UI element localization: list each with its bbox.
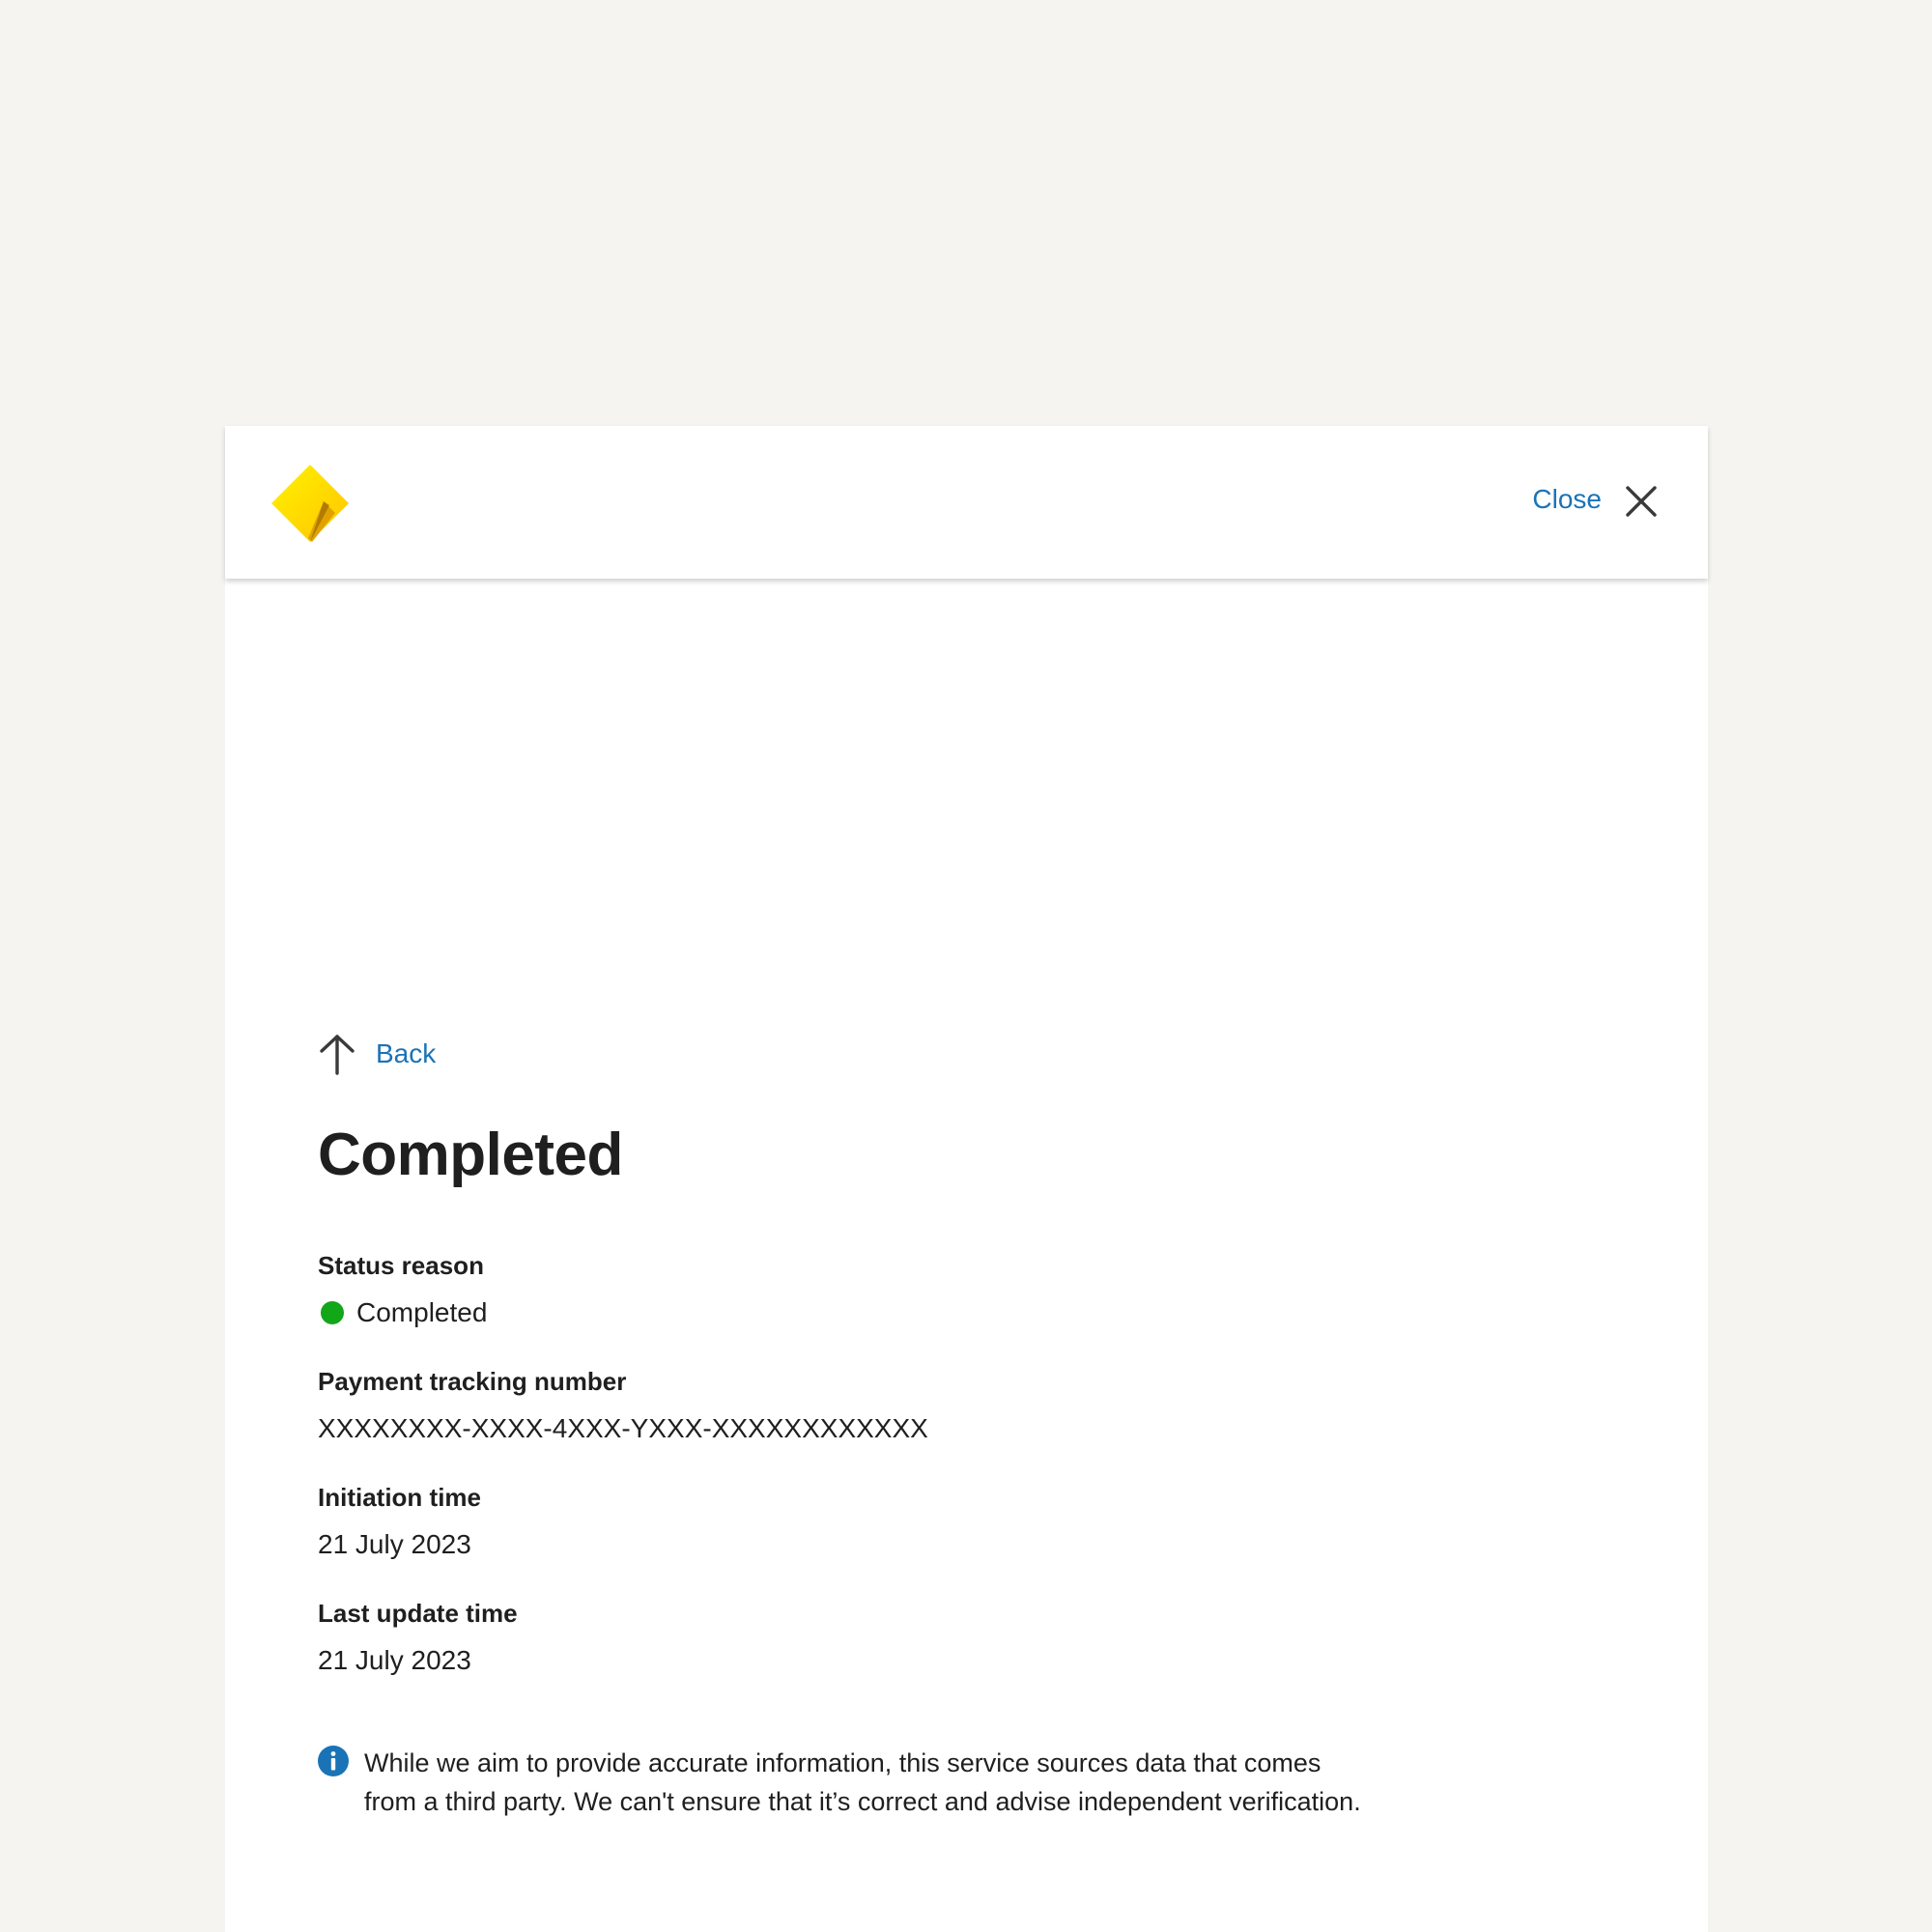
initiation-time-label: Initiation time	[318, 1483, 481, 1512]
disclaimer-line-1: While we aim to provide accurate information, this service sources data that comes	[364, 1748, 1321, 1777]
disclaimer-line-2: from a third party. We can't ensure that it’s correct and advise independent verification.	[364, 1787, 1361, 1816]
page-title: Completed	[318, 1122, 623, 1188]
back-label[interactable]: Back	[376, 1038, 437, 1068]
status-reason-label: Status reason	[318, 1251, 484, 1280]
back-link[interactable]	[318, 1033, 436, 1075]
status-reason-value	[318, 1296, 487, 1329]
last-update-time-label: Last update time	[318, 1599, 518, 1628]
status-reason-text: Completed	[356, 1297, 488, 1328]
close-icon[interactable]	[1625, 485, 1658, 518]
main-card	[225, 426, 1708, 1932]
commbank-logo-icon	[270, 463, 351, 544]
disclaimer-text	[364, 1744, 1475, 1821]
status-dot-icon	[321, 1301, 344, 1324]
tracking-number-field	[318, 1367, 928, 1445]
tracking-number-value: XXXXXXXX-XXXX-4XXX-YXXX-XXXXXXXXXXXX	[318, 1413, 928, 1444]
initiation-time-value: 21 July 2023	[318, 1529, 471, 1560]
tracking-number-label: Payment tracking number	[318, 1367, 627, 1396]
header-bar	[225, 426, 1708, 579]
initiation-time-field	[318, 1483, 481, 1561]
arrow-up-icon	[318, 1033, 356, 1075]
status-reason-field	[318, 1251, 487, 1329]
info-icon	[318, 1746, 349, 1776]
last-update-time-value: 21 July 2023	[318, 1645, 471, 1676]
close-link[interactable]: Close	[1532, 484, 1602, 514]
last-update-time-field	[318, 1599, 518, 1677]
